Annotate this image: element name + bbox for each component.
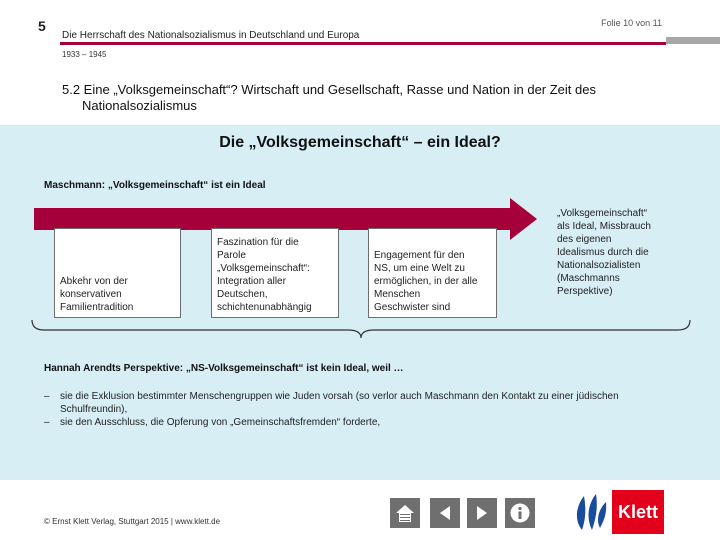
side-note: „Volksgemeinschaft“ als Ideal, Missbrauch des eigenen Idealismus durch die Nationalsozialisten (Maschmanns Perspektive): [557, 208, 651, 297]
maschmann-heading: Maschmann: „Volksgemeinschaft“ ist ein Ideal: [44, 180, 266, 191]
slide-counter: Folie 10 von 11: [601, 18, 662, 28]
info-box-3: [368, 228, 497, 318]
home-button[interactable]: [390, 498, 420, 528]
bullet-marker: –: [44, 391, 50, 402]
headline-line-1: 5.2 Eine „Volksgemeinschaft“? Wirtschaft und Gesellschaft, Rasse und Nation in der Zeit des: [62, 82, 596, 97]
klett-leaf-icon: [570, 490, 612, 534]
list-item: [44, 416, 654, 429]
bullet-text: sie die Exklusion bestimmter Menschengruppen wie Juden vorsah (so verlor auch Maschmann den Kontakt zu einer jüdischen Schulfreundin),: [60, 391, 619, 415]
years-label: 1933 – 1945: [62, 50, 107, 59]
header-title: Die Herrschaft des Nationalsozialismus in Deutschland und Europa: [62, 30, 360, 41]
list-item: [44, 390, 654, 416]
info-icon: [509, 502, 531, 524]
next-icon: [472, 503, 492, 523]
timeline-arrow-bar: [34, 208, 512, 230]
previous-button[interactable]: [430, 498, 460, 528]
content-panel: [0, 125, 720, 480]
klett-logo-text: Klett: [612, 490, 664, 534]
headline-line-2: Nationalsozialismus: [82, 98, 197, 113]
headline: [62, 82, 702, 114]
timeline-arrow-head: [510, 198, 537, 240]
chapter-number: 5: [38, 18, 46, 34]
home-icon: [394, 502, 416, 524]
header-rule-gray: [666, 37, 720, 44]
content-title: Die „Volksgemeinschaft“ – ein Ideal?: [219, 134, 501, 151]
bullet-text: sie den Ausschluss, die Opferung von „Gemeinschaftsfremden“ forderte,: [60, 417, 381, 428]
arendt-bullets: [44, 390, 654, 429]
footer-copyright: © Ernst Klett Verlag, Stuttgart 2015 | www.klett.de: [44, 517, 221, 526]
klett-logo: [570, 490, 698, 534]
info-box-3-text: Engagement für den NS, um eine Welt zu ermöglichen, in der alle Menschen Geschwister sind: [374, 250, 478, 313]
curly-brace: [30, 318, 692, 340]
info-box-2: [211, 228, 339, 318]
next-button[interactable]: [467, 498, 497, 528]
info-button[interactable]: [505, 498, 535, 528]
info-box-1: [54, 228, 181, 318]
info-box-2-text: Faszination für die Parole „Volksgemeinschaft“: Integration aller Deutschen, schichtenunabhängig: [217, 237, 312, 313]
arendt-heading: Hannah Arendts Perspektive: „NS-Volksgemeinschaft“ ist kein Ideal, weil …: [44, 363, 404, 374]
header-rule: [60, 42, 666, 45]
previous-icon: [435, 503, 455, 523]
bullet-marker: –: [44, 417, 50, 428]
info-box-1-text: Abkehr von der konservativen Familientradition: [60, 276, 134, 313]
